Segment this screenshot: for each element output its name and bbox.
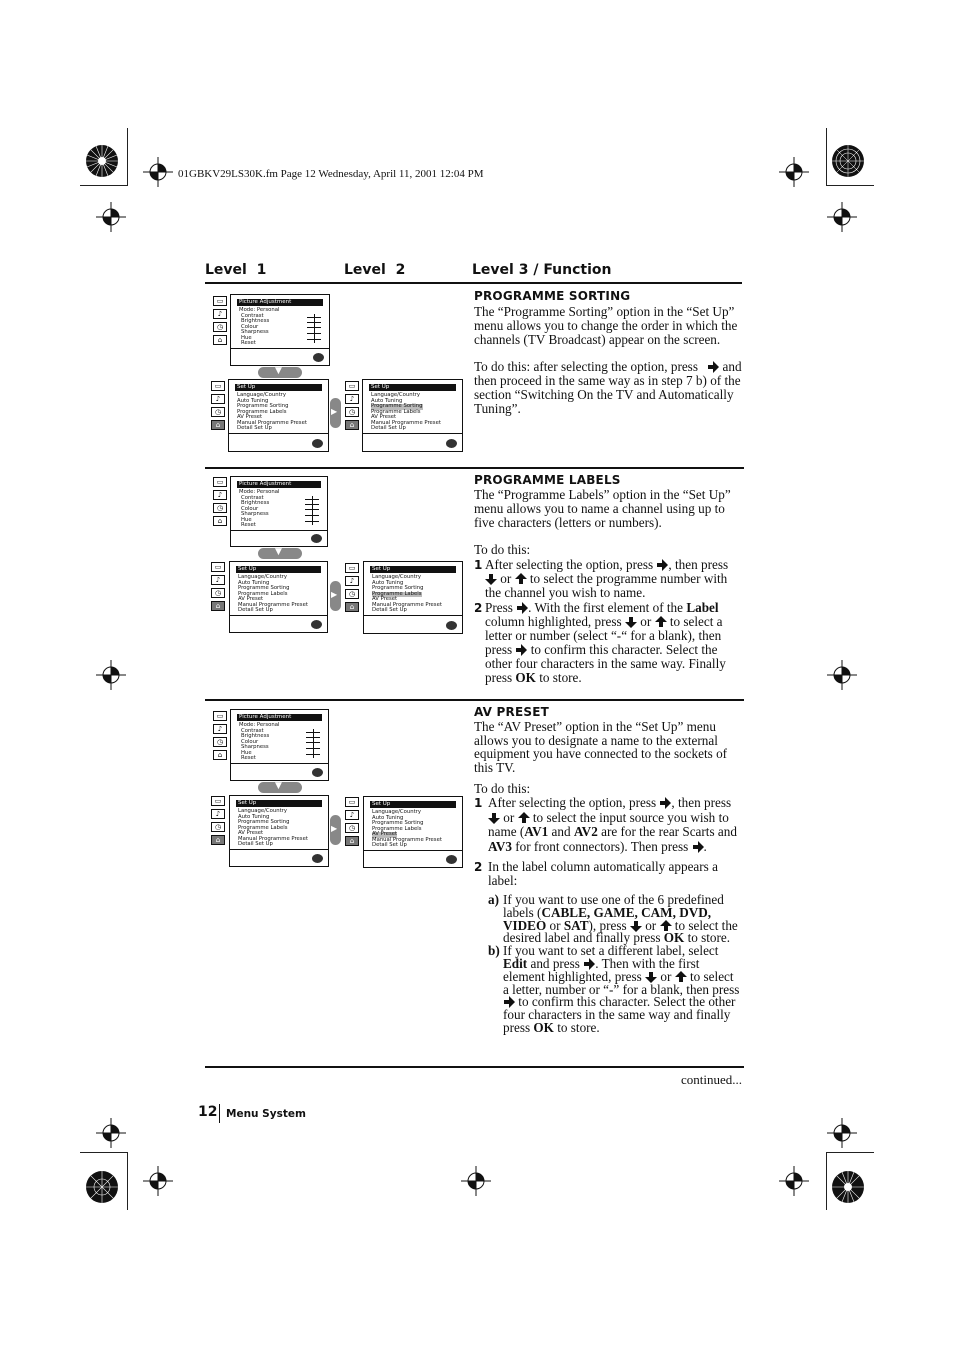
down-arrow-icon	[258, 367, 302, 378]
picture-adjustment-screen	[230, 709, 329, 781]
text: and press	[530, 955, 580, 971]
ok-button-icon	[312, 768, 323, 777]
menu-item: Colour	[241, 505, 259, 512]
column-header-level2: Level 2	[344, 262, 406, 278]
text: ), press	[588, 917, 627, 933]
timer-menu-icon: ◷	[345, 407, 359, 417]
screen-divider	[230, 615, 327, 616]
crosshair-mark-icon	[143, 157, 173, 187]
av3-keyword: AV3	[488, 838, 512, 854]
sound-menu-icon: ♪	[211, 809, 225, 819]
text: To do this: after selecting the option, press	[474, 359, 698, 374]
crosshair-mark-icon	[96, 1118, 126, 1148]
ok-button-icon	[446, 855, 457, 864]
menu-item: Hue	[241, 334, 252, 341]
crosshair-mark-icon	[827, 202, 857, 232]
screen-divider	[231, 348, 329, 349]
ok-button-icon	[311, 534, 322, 543]
ok-button-icon	[311, 620, 322, 629]
setup-menu-icon: ⌂	[345, 602, 359, 612]
step-2	[474, 860, 742, 888]
down-arrow-icon	[258, 548, 302, 559]
crosshair-mark-icon	[461, 1166, 491, 1196]
text: to confirm this character. Select the other four characters in the same way. Finally press	[485, 642, 726, 685]
text: . With the first element of the	[528, 600, 684, 615]
sound-menu-icon: ♪	[211, 575, 225, 585]
continued-note: continued...	[681, 1072, 743, 1087]
timer-menu-icon: ◷	[345, 823, 359, 833]
menu-item: Language/Country	[372, 809, 421, 815]
menu-item: Reset	[241, 755, 256, 761]
level-slider-icon	[307, 339, 321, 340]
menu-item: Detail Set Up	[238, 841, 273, 847]
menu-item: Language/Country	[372, 574, 421, 580]
crosshair-mark-icon	[96, 202, 126, 232]
picture-menu-icon: ▭	[213, 296, 227, 306]
paragraph: The “Programme Labels” option in the “Set Up” menu allows you to name a channel using up to five characters (letters or numbers).	[474, 487, 731, 530]
option-tag: b)	[488, 943, 500, 959]
menu-title: Picture Adjustment	[237, 481, 321, 488]
setup-screen	[228, 379, 329, 452]
picture-menu-icon: ▭	[345, 797, 359, 807]
right-arrow-icon	[692, 841, 704, 853]
menu-title: Set Up	[235, 384, 322, 391]
crosshair-mark-icon	[779, 1166, 809, 1196]
sound-menu-icon: ♪	[211, 394, 225, 404]
menu-item: Auto Tuning	[237, 397, 269, 404]
menu-item: Programme Labels	[372, 825, 422, 832]
text: to store.	[539, 670, 582, 685]
picture-menu-icon: ▭	[211, 381, 225, 391]
text: column highlighted, press	[485, 614, 622, 629]
text: to select a letter, number or “-” for a blank, then press	[503, 968, 740, 997]
ok-button-icon	[313, 353, 324, 362]
ok-keyword: OK	[515, 670, 536, 685]
registration-rosette-icon	[831, 1170, 865, 1204]
text: .	[703, 838, 707, 854]
crosshair-mark-icon	[827, 660, 857, 690]
file-header: 01GBKV29LS30K.fm Page 12 Wednesday, April 11, 2001 12:04 PM	[178, 168, 484, 180]
menu-item: Contrast	[241, 727, 264, 734]
sorting-section	[474, 289, 742, 416]
menu-item: Programme Sorting	[238, 819, 290, 825]
menu-item: Detail Set Up	[372, 607, 407, 613]
setup-menu-icon: ⌂	[345, 836, 359, 846]
menu-item: Programme Labels	[237, 408, 287, 415]
level-slider-icon	[306, 754, 320, 755]
crosshair-mark-icon	[96, 660, 126, 690]
menu-item: Reset	[241, 522, 256, 528]
menu-item: Language/Country	[237, 392, 286, 398]
menu-item: Hue	[241, 749, 252, 756]
menu-item: Manual Programme Preset	[372, 836, 442, 843]
menu-item: Reset	[241, 340, 256, 346]
setup-menu-icon: ⌂	[345, 420, 359, 430]
timer-menu-icon: ◷	[211, 407, 225, 417]
text: , then	[668, 557, 698, 572]
labels-section	[474, 473, 742, 685]
screen-divider	[364, 615, 462, 616]
text: press	[704, 795, 732, 810]
text: to confirm this character. Select the other four characters in the same way and finally press	[503, 994, 736, 1035]
right-arrow-icon	[516, 602, 528, 614]
menu-item: AV Preset	[372, 596, 398, 602]
timer-menu-icon: ◷	[213, 322, 227, 332]
step-number: 1	[474, 796, 483, 810]
timer-menu-icon: ◷	[345, 589, 359, 599]
menu-item: Brightness	[241, 500, 270, 506]
menu-item: Colour	[241, 738, 259, 745]
ok-keyword: OK	[533, 1019, 554, 1035]
menu-item: Contrast	[241, 494, 264, 501]
setup-menu-icon: ⌂	[211, 601, 225, 611]
down-arrow-icon	[258, 782, 302, 793]
menu-item: Sharpness	[241, 744, 269, 750]
crop-line	[127, 128, 128, 186]
menu-item-highlighted: AV Preset	[372, 831, 398, 837]
timer-menu-icon: ◷	[213, 737, 227, 747]
crop-line	[826, 128, 827, 186]
registration-rosette-icon	[85, 1170, 119, 1204]
screen-divider	[364, 850, 462, 851]
menu-item: Programme Labels	[371, 408, 421, 415]
screen-divider	[229, 433, 328, 434]
ok-button-icon	[312, 854, 323, 863]
paragraph: The “Programme Sorting” option in the “Set Up” menu allows you to change the order in which the channels (TV Broadcast) appear on the screen.	[474, 304, 738, 347]
level-slider-icon	[306, 748, 320, 749]
menu-item: Auto Tuning	[372, 579, 404, 586]
footer-divider	[219, 1104, 220, 1123]
menu-title: Set Up	[369, 384, 456, 391]
level-slider-icon	[307, 317, 321, 318]
sat-label: SAT	[563, 917, 589, 933]
right-arrow-icon	[656, 559, 668, 571]
text: . Then with the first element highlighted, press	[503, 955, 700, 984]
right-arrow-icon	[330, 581, 341, 611]
text: press	[701, 557, 729, 572]
column-header-level3: Level 3 / Function	[472, 262, 612, 278]
edit-keyword: Edit	[503, 955, 528, 971]
section-rule	[205, 467, 744, 469]
ok-button-icon	[446, 439, 457, 448]
menu-item: Auto Tuning	[372, 814, 404, 821]
crosshair-mark-icon	[827, 1118, 857, 1148]
bottom-rule	[205, 1066, 744, 1068]
menu-icon-column	[211, 562, 225, 614]
timer-menu-icon: ◷	[211, 588, 225, 598]
paragraph	[474, 360, 742, 416]
menu-item: Programme Sorting	[372, 820, 424, 826]
text: to store.	[557, 1019, 600, 1035]
picture-menu-icon: ▭	[213, 477, 227, 487]
setup-menu-icon: ⌂	[211, 420, 225, 430]
menu-item: Hue	[241, 516, 252, 523]
timer-menu-icon: ◷	[213, 503, 227, 513]
down-arrow-icon	[625, 616, 637, 628]
menu-icon-column	[211, 381, 225, 433]
setup-menu-icon: ⌂	[213, 516, 227, 526]
menu-item: Brightness	[241, 733, 270, 739]
text: are for the rear Scarts and	[601, 824, 737, 839]
menu-item: Programme Sorting	[238, 585, 290, 591]
screen-divider	[231, 530, 327, 531]
text: or	[549, 917, 561, 933]
menu-item: Auto Tuning	[238, 579, 270, 586]
registration-rosette-icon	[831, 144, 865, 178]
text: In the label column automatically appears a label:	[488, 859, 718, 888]
menu-icon-column	[345, 381, 359, 433]
menu-item: AV Preset	[238, 596, 264, 602]
crop-line	[80, 1152, 128, 1153]
mode-line: Mode: Personal	[239, 307, 280, 313]
todo-line: To do this:	[474, 781, 531, 796]
mode-line: Mode: Personal	[239, 489, 280, 495]
menu-icon-column	[213, 711, 227, 763]
menu-icon-column	[345, 797, 359, 849]
menu-item: Manual Programme Preset	[238, 835, 308, 842]
header-rule	[205, 282, 742, 284]
menu-title: Picture Adjustment	[237, 299, 323, 306]
menu-item: Manual Programme Preset	[238, 601, 308, 608]
setup-screen-av-preset	[363, 796, 463, 868]
sound-menu-icon: ♪	[345, 810, 359, 820]
text: If you want to set a different label, select	[503, 943, 719, 959]
screen-divider	[231, 763, 328, 764]
option-tag: a)	[488, 892, 499, 907]
menu-item: AV Preset	[371, 414, 397, 420]
text: , then	[671, 795, 701, 810]
section-title: AV PRESET	[474, 705, 549, 719]
predefined-labels: CABLE, GAME, CAM, DVD, VIDEO	[503, 904, 712, 933]
menu-icon-column	[345, 563, 359, 615]
menu-title: Set Up	[236, 566, 321, 573]
level-slider-icon	[305, 504, 319, 505]
menu-item: Manual Programme Preset	[371, 419, 441, 426]
text: or	[660, 968, 672, 984]
text: to select the programme number with the channel you wish to name.	[485, 571, 728, 600]
sound-menu-icon: ♪	[213, 490, 227, 500]
menu-item: AV Preset	[238, 830, 264, 836]
menu-item: Programme Sorting	[237, 403, 289, 409]
menu-item: Contrast	[241, 312, 264, 319]
todo-line: To do this:	[474, 542, 531, 557]
option-a	[474, 894, 742, 945]
mode-line: Mode: Personal	[239, 722, 280, 728]
level-slider-icon	[306, 737, 320, 738]
text: If you want to use one of the 6 predefined labels (	[503, 892, 724, 920]
right-arrow-icon	[515, 644, 527, 656]
menu-item: Detail Set Up	[237, 425, 272, 431]
right-arrow-icon	[330, 815, 341, 845]
text: and then proceed in the same way as in step 7 b) of the section “Switching On the TV and Automatically Tuning”.	[474, 359, 742, 416]
text: or	[503, 809, 515, 825]
menu-item: AV Preset	[237, 414, 263, 420]
setup-screen-labels	[363, 561, 463, 634]
level-slider-icon	[306, 732, 320, 733]
section-rule	[205, 699, 744, 701]
menu-item: Auto Tuning	[238, 813, 270, 820]
menu-item: Programme Labels	[238, 824, 288, 831]
menu-item: Language/Country	[371, 392, 420, 398]
picture-menu-icon: ▭	[211, 796, 225, 806]
av-preset-section	[474, 705, 742, 1035]
picture-menu-icon: ▭	[345, 563, 359, 573]
menu-title: Set Up	[370, 566, 456, 573]
level-slider-icon	[305, 509, 319, 510]
menu-item-highlighted: Programme Sorting	[371, 403, 423, 409]
setup-menu-icon: ⌂	[213, 750, 227, 760]
crosshair-mark-icon	[779, 157, 809, 187]
step-2	[474, 601, 742, 685]
sound-menu-icon: ♪	[345, 394, 359, 404]
setup-screen-sorting	[362, 379, 463, 452]
ok-keyword: OK	[663, 930, 685, 946]
paragraph: The “AV Preset” option in the “Set Up” menu allows you to designate a name to the external equipment you have connected to the sockets of this TV.	[474, 719, 728, 775]
menu-item: Colour	[241, 323, 259, 330]
menu-item: Detail Set Up	[238, 607, 273, 613]
text: to store.	[687, 930, 731, 946]
setup-screen	[229, 561, 328, 633]
picture-menu-icon: ▭	[213, 711, 227, 721]
menu-item-highlighted: Programme Labels	[372, 590, 422, 597]
picture-menu-icon: ▭	[211, 562, 225, 572]
text: or	[645, 917, 657, 933]
footer-section-name: Menu System	[226, 1108, 306, 1120]
menu-title: Set Up	[236, 800, 322, 807]
menu-icon-column	[213, 477, 227, 529]
menu-icon-column	[213, 296, 227, 348]
menu-title: Set Up	[370, 801, 456, 808]
menu-item: Sharpness	[241, 511, 269, 517]
section-title: PROGRAMME SORTING	[474, 289, 631, 303]
picture-adjustment-screen	[230, 294, 330, 366]
picture-menu-icon: ▭	[345, 381, 359, 391]
menu-item: Programme Labels	[238, 590, 288, 597]
text: to select the input source you wish to name (	[488, 809, 729, 839]
level-slider-icon	[307, 327, 321, 328]
level-slider-icon	[306, 742, 320, 743]
right-arrow-icon	[659, 797, 671, 809]
text: Press	[485, 600, 513, 615]
up-arrow-icon	[518, 812, 530, 824]
sound-menu-icon: ♪	[213, 724, 227, 734]
page-number: 12	[198, 1104, 218, 1120]
menu-item: Language/Country	[238, 574, 287, 580]
step-number: 2	[474, 860, 483, 874]
setup-menu-icon: ⌂	[213, 335, 227, 345]
av2-keyword: AV2	[573, 824, 598, 839]
ok-button-icon	[312, 439, 323, 448]
crop-line	[826, 1152, 827, 1210]
menu-item: Detail Set Up	[372, 842, 407, 848]
setup-screen	[229, 795, 329, 867]
screen-divider	[230, 849, 328, 850]
text: and	[551, 824, 571, 839]
av1-keyword: AV1	[524, 824, 549, 839]
sound-menu-icon: ♪	[213, 309, 227, 319]
option-b	[474, 945, 742, 1035]
menu-item: Manual Programme Preset	[237, 419, 307, 426]
crop-line	[127, 1152, 128, 1210]
text: After selecting the option, press	[488, 795, 657, 810]
text: to select the desired label and finally press	[503, 917, 738, 946]
text: to select a letter or number (select “-“ for a blank), then press	[485, 614, 723, 657]
crosshair-mark-icon	[143, 1166, 173, 1196]
menu-title: Picture Adjustment	[237, 714, 322, 721]
setup-menu-icon: ⌂	[211, 835, 225, 845]
ok-button-icon	[446, 621, 457, 630]
label-keyword: Label	[686, 600, 719, 615]
text: or	[640, 614, 652, 629]
step-number: 1	[474, 558, 483, 572]
level-slider-icon	[305, 499, 319, 500]
crop-line	[80, 185, 128, 186]
text: After selecting the option, press	[485, 557, 654, 572]
level-slider-icon	[305, 515, 319, 516]
menu-item: Detail Set Up	[371, 425, 406, 431]
timer-menu-icon: ◷	[211, 822, 225, 832]
menu-item: Auto Tuning	[371, 397, 403, 404]
up-arrow-icon	[655, 616, 667, 628]
down-arrow-icon	[488, 812, 500, 824]
menu-item: Programme Sorting	[372, 585, 424, 591]
screen-divider	[363, 433, 462, 434]
section-title: PROGRAMME LABELS	[474, 473, 621, 487]
column-header-level1: Level 1	[205, 262, 267, 278]
sound-menu-icon: ♪	[345, 576, 359, 586]
step-1	[474, 796, 742, 854]
step-number: 2	[474, 601, 483, 615]
crop-line	[826, 1152, 874, 1153]
crop-line	[826, 185, 874, 186]
menu-item: Sharpness	[241, 329, 269, 335]
right-arrow-icon	[707, 361, 719, 373]
text: or	[500, 571, 512, 586]
picture-adjustment-screen	[230, 476, 328, 547]
level-slider-icon	[305, 521, 319, 522]
text: for front connectors). Then press	[515, 838, 689, 854]
down-arrow-icon	[485, 573, 497, 585]
level-slider-icon	[307, 333, 321, 334]
menu-item: Brightness	[241, 318, 270, 324]
right-arrow-icon	[330, 398, 341, 428]
menu-item: Language/Country	[238, 808, 287, 814]
step-1	[474, 558, 742, 600]
menu-icon-column	[211, 796, 225, 848]
registration-rosette-icon	[85, 144, 119, 178]
menu-item: Manual Programme Preset	[372, 601, 442, 608]
level-slider-icon	[307, 322, 321, 323]
up-arrow-icon	[515, 573, 527, 585]
